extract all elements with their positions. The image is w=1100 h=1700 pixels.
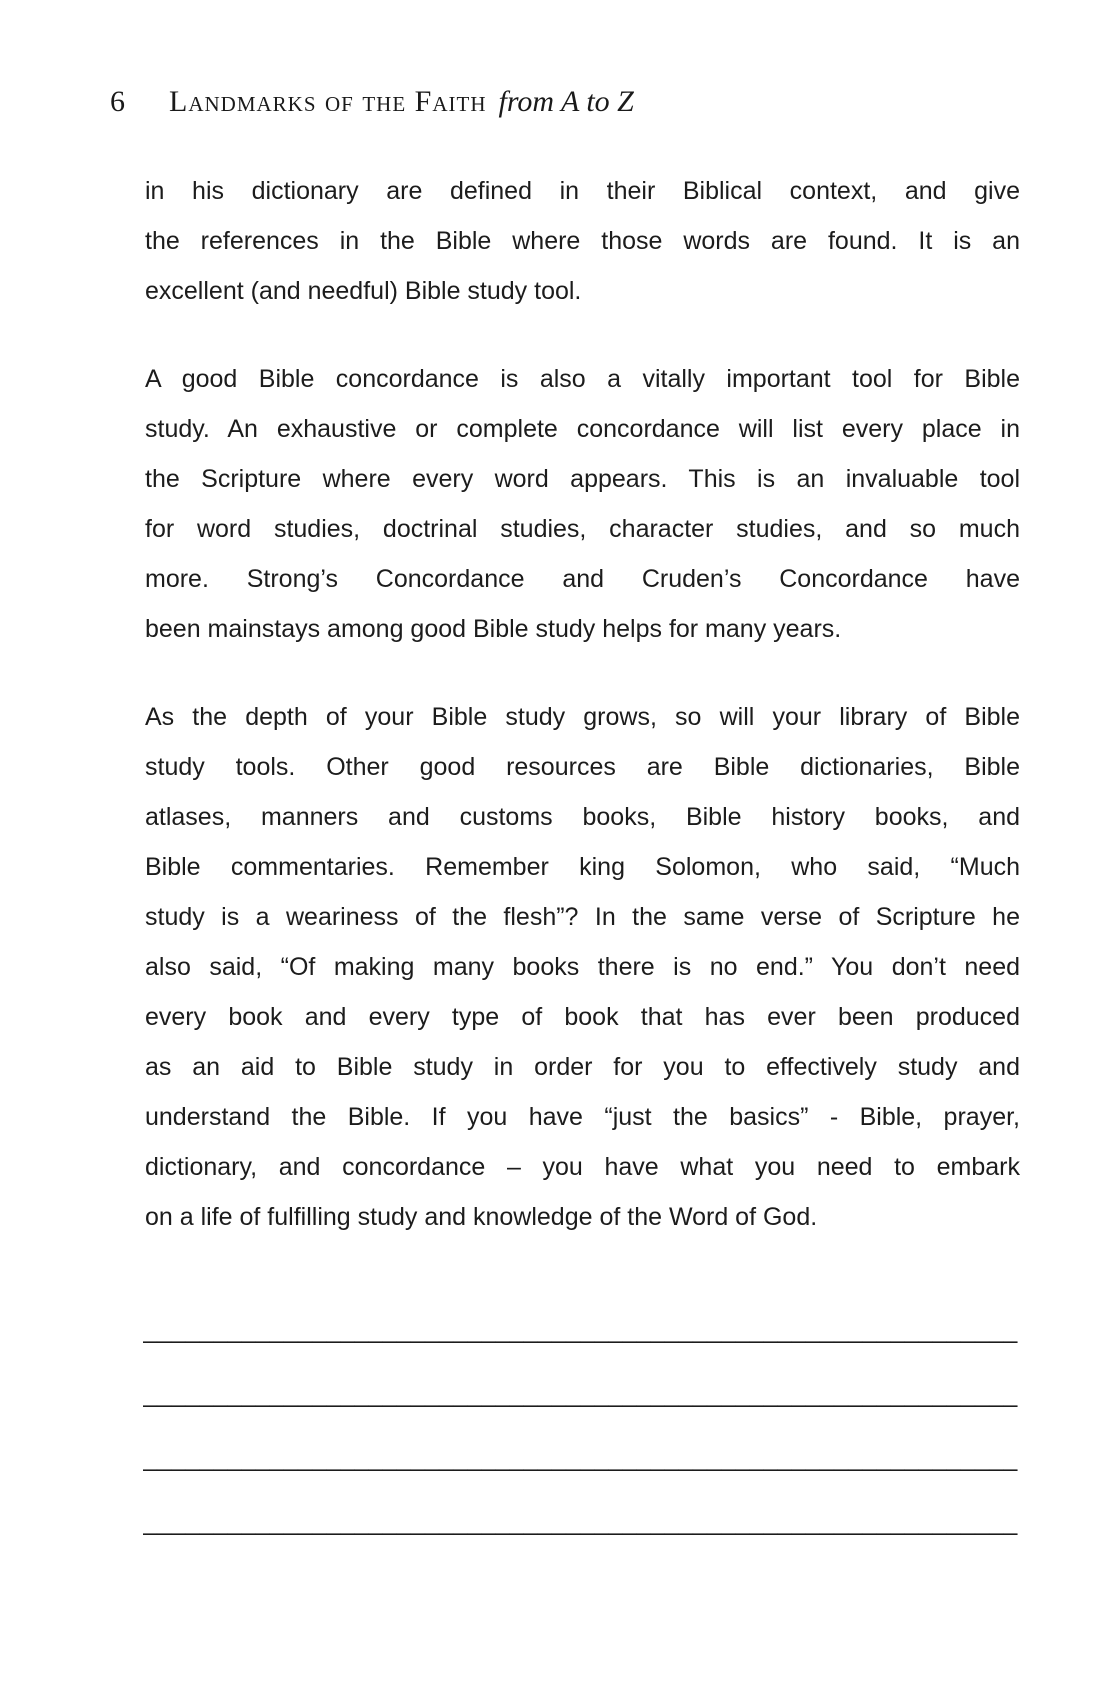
text-line: As the depth of your Bible study grows, so will your library of Bible: [145, 703, 1020, 731]
text-line: study is a weariness of the flesh”? In the same verse of Scripture he: [145, 903, 1020, 931]
running-head-title: Landmarks of the Faith: [169, 85, 487, 118]
fill-in-blank-line: ______________________________________________________________: [143, 1380, 1018, 1408]
text-line: understand the Bible. If you have “just the basics” - Bible, prayer,: [145, 1103, 1020, 1131]
text-line: been mainstays among good Bible study helps for many years.: [145, 615, 842, 643]
paragraph: [145, 692, 1020, 1242]
running-header: [0, 0, 1100, 120]
body-text: [145, 166, 1020, 1242]
text-line: Bible commentaries. Remember king Solomon, who said, “Much: [145, 853, 1020, 881]
paragraph: [145, 166, 1020, 316]
running-head-subtitle: from A to Z: [498, 85, 634, 118]
text-line: excellent (and needful) Bible study tool.: [145, 277, 582, 305]
text-line: every book and every type of book that has ever been produced: [145, 1003, 1020, 1031]
answer-lines: [143, 1298, 1023, 1554]
text-line: on a life of fulfilling study and knowledge of the Word of God.: [145, 1203, 818, 1231]
text-line: study tools. Other good resources are Bible dictionaries, Bible: [145, 753, 1020, 781]
paragraph: [145, 354, 1020, 654]
text-line: the Scripture where every word appears. This is an invaluable tool: [145, 465, 1020, 493]
text-line: the references in the Bible where those words are found. It is an: [145, 227, 1020, 255]
text-line: atlases, manners and customs books, Bible history books, and: [145, 803, 1020, 831]
text-line: study. An exhaustive or complete concordance will list every place in: [145, 415, 1020, 443]
fill-in-blank-line: ______________________________________________________________: [143, 1508, 1018, 1536]
page-number: 6: [110, 85, 125, 118]
text-line: dictionary, and concordance – you have what you need to embark: [145, 1153, 1020, 1181]
fill-in-blank-line: ______________________________________________________________: [143, 1444, 1018, 1472]
fill-in-blank-line: ______________________________________________________________: [143, 1316, 1018, 1344]
text-line: more. Strong’s Concordance and Cruden’s Concordance have: [145, 565, 1020, 593]
text-line: also said, “Of making many books there is no end.” You don’t need: [145, 953, 1020, 981]
text-line: for word studies, doctrinal studies, character studies, and so much: [145, 515, 1020, 543]
text-line: in his dictionary are defined in their Biblical context, and give: [145, 177, 1020, 205]
text-line: as an aid to Bible study in order for you to effectively study and: [145, 1053, 1020, 1081]
text-line: A good Bible concordance is also a vitally important tool for Bible: [145, 365, 1020, 393]
